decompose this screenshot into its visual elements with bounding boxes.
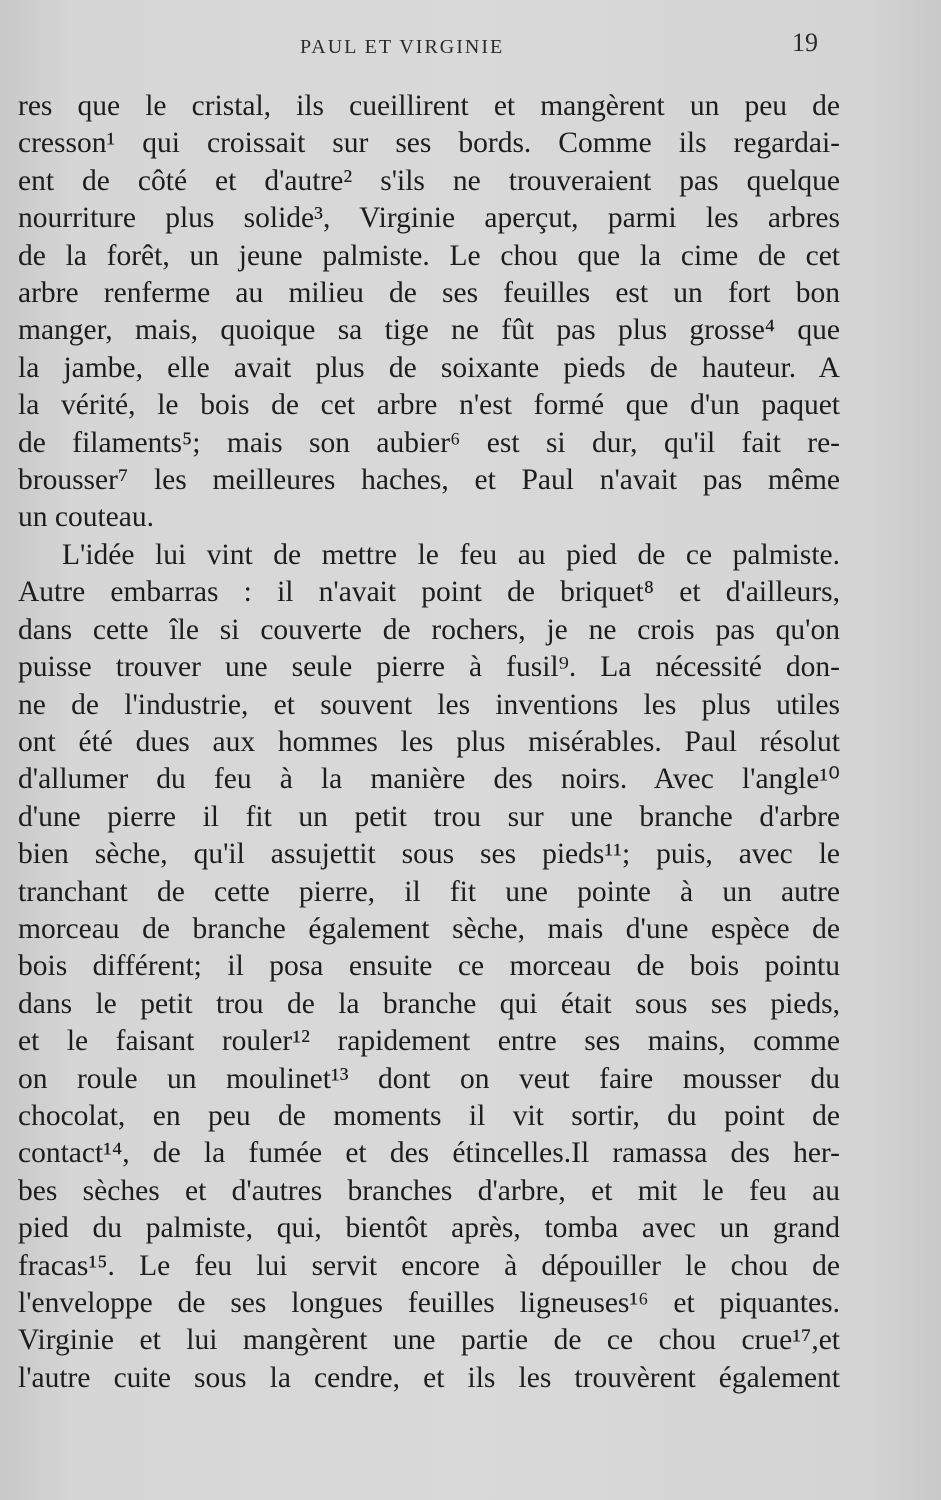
text-line: chocolat, en peu de moments il vit sortir, du point de xyxy=(18,1099,840,1132)
text-line: de la forêt, un jeune palmiste. Le chou que la cime de cet xyxy=(18,239,840,272)
text-line: de filaments⁵; mais son aubier⁶ est si dur, qu'il fait re- xyxy=(18,426,840,459)
text-line: Virginie et lui mangèrent une partie de ce chou crue¹⁷,et xyxy=(18,1324,840,1357)
text-line: d'allumer du feu à la manière des noirs. Avec l'angle¹⁰ xyxy=(18,763,840,796)
text-line: un couteau. xyxy=(18,501,154,534)
text-line: arbre renferme au milieu de ses feuilles est un fort bon xyxy=(18,277,840,310)
text-line: puisse trouver une seule pierre à fusil⁹. La nécessité don- xyxy=(18,651,840,684)
text-line: la jambe, elle avait plus de soixante pieds de hauteur. A xyxy=(18,351,840,384)
text-line: contact¹⁴, de la fumée et des étincelles.Il ramassa des her- xyxy=(18,1137,840,1170)
text-line: manger, mais, quoique sa tige ne fût pas plus grosse⁴ que xyxy=(18,314,840,347)
text-line: on roule un moulinet¹³ dont on veut faire mousser du xyxy=(18,1062,840,1095)
text-line: bien sèche, qu'il assujettit sous ses pieds¹¹; puis, avec le xyxy=(18,838,840,871)
page-number: 19 xyxy=(792,28,818,57)
body-text xyxy=(18,88,840,1397)
text-line: nourriture plus solide³, Virginie aperçut, parmi les arbres xyxy=(18,202,840,235)
text-line: la vérité, le bois de cet arbre n'est formé que d'un paquet xyxy=(18,389,840,422)
text-line: dans cette île si couverte de rochers, je ne crois pas qu'on xyxy=(18,613,840,646)
text-line: Autre embarras : il n'avait point de briquet⁸ et d'ailleurs, xyxy=(18,576,840,609)
running-title: PAUL ET VIRGINIE xyxy=(300,36,505,58)
text-line: pied du palmiste, qui, bientôt après, tomba avec un grand xyxy=(18,1212,840,1245)
text-line: l'enveloppe de ses longues feuilles ligneuses¹⁶ et piquantes. xyxy=(18,1287,840,1319)
text-line: bois différent; il posa ensuite ce morceau de bois pointu xyxy=(18,950,840,983)
text-line: ont été dues aux hommes les plus misérables. Paul résolut xyxy=(18,725,840,758)
text-line: fracas¹⁵. Le feu lui servit encore à dépouiller le chou de xyxy=(18,1249,840,1282)
text-line: brousser⁷ les meilleures haches, et Paul n'avait pas même xyxy=(18,464,840,497)
text-line: morceau de branche également sèche, mais d'une espèce de xyxy=(18,912,840,945)
text-line: l'autre cuite sous la cendre, et ils les trouvèrent également xyxy=(18,1361,840,1394)
text-line: cresson¹ qui croissait sur ses bords. Comme ils regardai- xyxy=(18,127,840,160)
text-line: L'idée lui vint de mettre le feu au pied de ce palmiste. xyxy=(62,538,840,571)
text-line: ent de côté et d'autre² s'ils ne trouveraient pas quelque xyxy=(18,164,840,197)
text-line: bes sèches et d'autres branches d'arbre, et mit le feu au xyxy=(18,1174,840,1207)
text-line: d'une pierre il fit un petit trou sur une branche d'arbre xyxy=(18,800,840,833)
text-line: dans le petit trou de la branche qui était sous ses pieds, xyxy=(18,987,840,1020)
text-line: ne de l'industrie, et souvent les inventions les plus utiles xyxy=(18,688,840,721)
text-line: res que le cristal, ils cueillirent et mangèrent un peu de xyxy=(18,90,840,122)
text-line: et le faisant rouler¹² rapidement entre ses mains, comme xyxy=(18,1025,840,1058)
text-line: tranchant de cette pierre, il fit une pointe à un autre xyxy=(18,875,840,908)
